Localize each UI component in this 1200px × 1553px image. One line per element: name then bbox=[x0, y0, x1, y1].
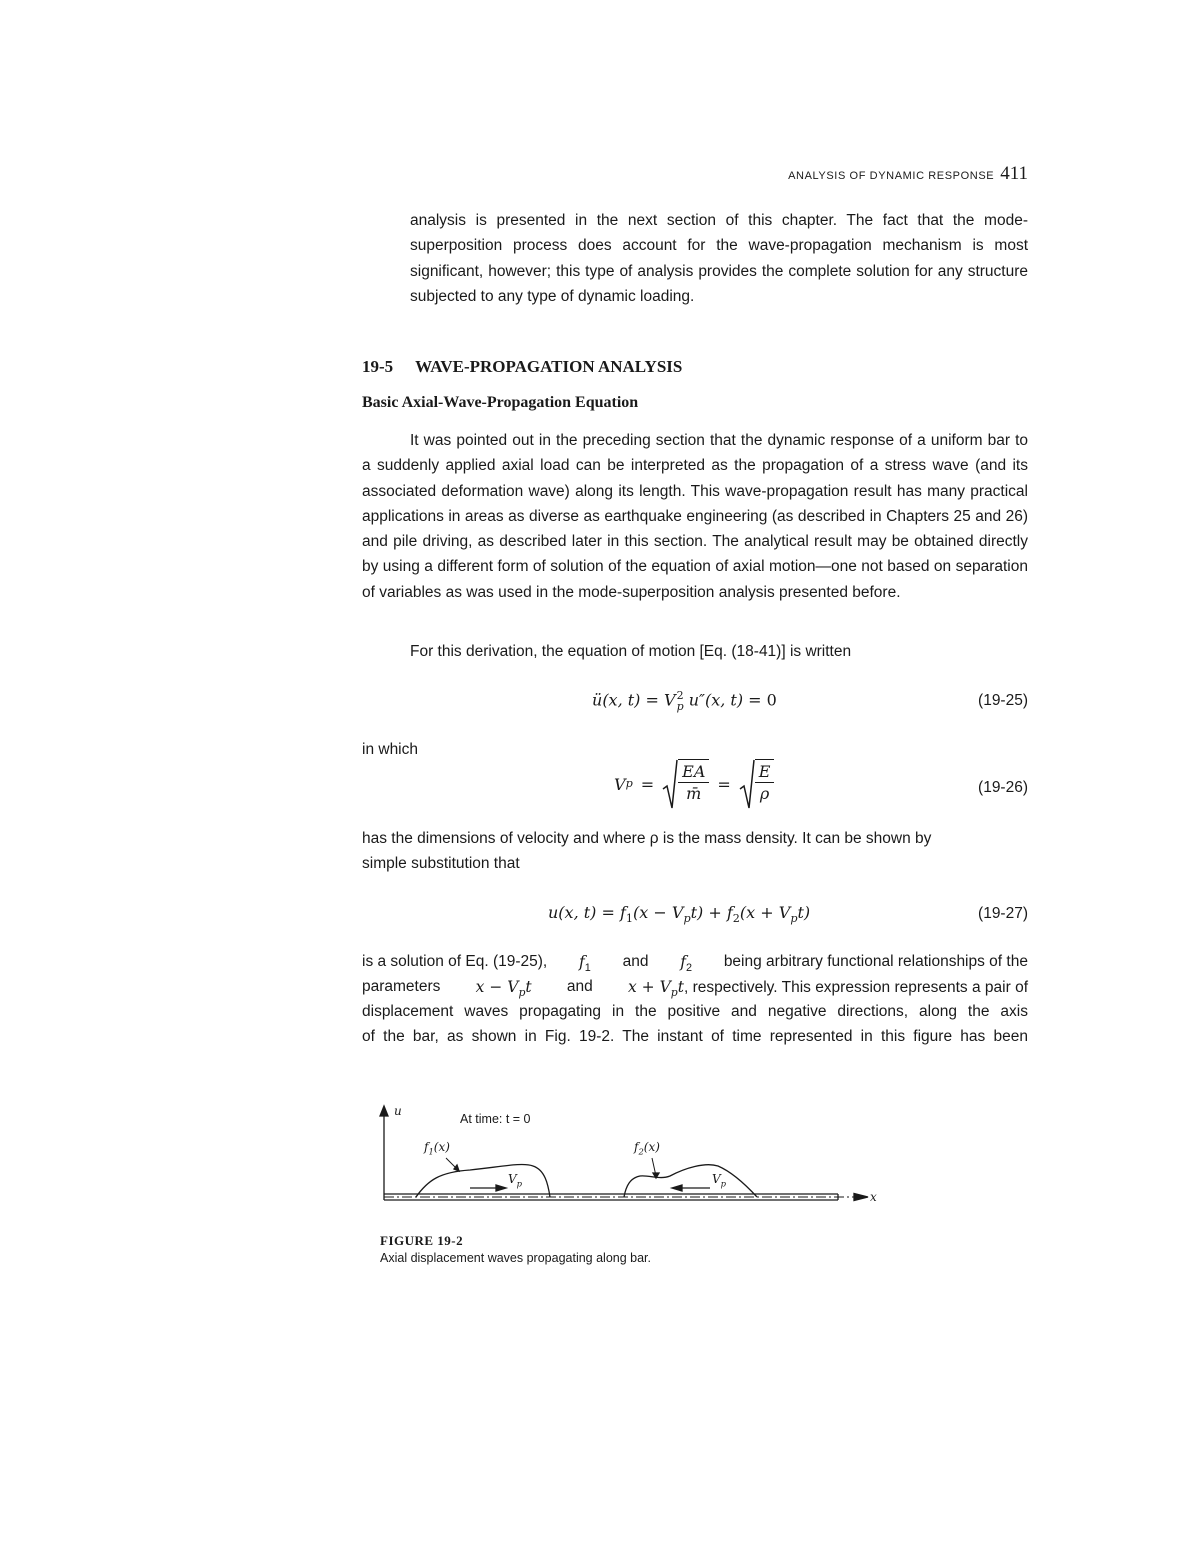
section-title: WAVE-PROPAGATION ANALYSIS bbox=[415, 357, 683, 376]
solution-param-2-sub: p bbox=[670, 986, 678, 1000]
eq25-args-1: (x, t) bbox=[602, 690, 641, 710]
eq26-vp: V bbox=[614, 774, 626, 794]
subsection-heading: Basic Axial-Wave-Propagation Equation bbox=[362, 394, 639, 411]
wave-f1-arg: (x) bbox=[433, 1140, 450, 1154]
wave-f2-arg: (x) bbox=[643, 1140, 660, 1154]
velocity-label-1 bbox=[508, 1172, 523, 1189]
running-header bbox=[700, 163, 1028, 185]
velocity-label-2 bbox=[712, 1172, 727, 1189]
wave-f2-sub: 2 bbox=[638, 1146, 644, 1157]
wave-f2-label bbox=[634, 1140, 660, 1157]
eq25-args-2: (x, t) bbox=[704, 690, 744, 710]
velocity-1-sub: p bbox=[516, 1178, 523, 1189]
equation-number-19-25: (19-25) bbox=[978, 692, 1028, 709]
eq26-numerator-e: E bbox=[755, 762, 775, 783]
eq27-f2-arg: (x + V bbox=[739, 903, 791, 922]
figure-19-2 bbox=[370, 1100, 890, 1210]
eq27-f2: f bbox=[726, 903, 733, 922]
page-number: 411 bbox=[1000, 163, 1028, 184]
section-heading bbox=[362, 357, 682, 377]
wave-f1-sub: 1 bbox=[428, 1146, 434, 1157]
eq26-equals-1: = bbox=[640, 774, 655, 794]
solution-line-1 bbox=[362, 953, 1028, 975]
eq27-f1: f bbox=[620, 903, 626, 922]
eq26-equals-2: = bbox=[717, 774, 731, 794]
eq27-f1-arg-sub: p bbox=[683, 912, 691, 926]
solution-text-2b: , respectively. This expression represents a pair of bbox=[683, 979, 1028, 996]
eq25-vp-sub: p bbox=[676, 700, 684, 713]
u-axis-label: u bbox=[394, 1104, 402, 1118]
solution-text-2a: parameters bbox=[362, 978, 441, 995]
eq27-equals: = bbox=[596, 903, 620, 922]
eq27-lhs: u(x, t) bbox=[548, 903, 597, 922]
eq26-numerator-ea: EA bbox=[678, 762, 709, 783]
figure-caption-text: Axial displacement waves propagating along bar. bbox=[380, 1251, 652, 1265]
eq25-equals-2: = bbox=[743, 690, 767, 710]
wave-f2-curve bbox=[624, 1165, 757, 1197]
running-title: ANALYSIS OF DYNAMIC RESPONSE bbox=[788, 170, 995, 182]
solution-param-2-t: t bbox=[677, 978, 684, 996]
eq27-f1-arg: (x − V bbox=[633, 903, 684, 922]
equation-19-26: V p = $\frac{EA}{m̄}$ = $\frac{E}{\rho}$ bbox=[614, 759, 774, 809]
equation-number-19-27: (19-27) bbox=[978, 905, 1028, 922]
velocity-arrowhead-left bbox=[672, 1185, 682, 1191]
velocity-2-sub: p bbox=[720, 1178, 727, 1189]
eq27-f1-arg-end: t) bbox=[690, 903, 704, 922]
eq27-f2-sub: 2 bbox=[732, 912, 740, 926]
eq27-f2-arg-end: t) bbox=[797, 903, 811, 922]
paragraph-continuation: analysis is presented in the next section of this chapter. The fact that the mode-superposition process does account for the wave-propagation mechanism is most significant, however; this type of analysis provides the complete solution for any structure subjected to any type of dynamic loading. bbox=[410, 212, 1028, 305]
solution-line-4: of the bar, as shown in Fig. 19-2. The instant of time represented in this figure has been bbox=[362, 1028, 1028, 1045]
u-axis-arrowhead bbox=[380, 1106, 388, 1116]
solution-f1-sub: 1 bbox=[584, 962, 591, 975]
time-label: At time: t = 0 bbox=[460, 1112, 531, 1126]
wave-f1-symbol: f bbox=[424, 1140, 429, 1154]
wave-f2-symbol: f bbox=[634, 1140, 639, 1154]
eq26-denominator-m: m̄ bbox=[686, 784, 702, 803]
solution-line-2 bbox=[362, 978, 1028, 1000]
solution-param-1-t: t bbox=[525, 978, 532, 996]
eq25-zero: 0 bbox=[766, 690, 777, 710]
solution-f1: f bbox=[579, 953, 585, 971]
solution-and-1: and bbox=[622, 953, 649, 970]
solution-f2: f bbox=[680, 953, 686, 971]
section-number: 19-5 bbox=[362, 357, 394, 376]
velocity-1-symbol: V bbox=[508, 1172, 517, 1186]
solution-line-3: displacement waves propagating in the positive and negative directions, along the axis bbox=[362, 1003, 1028, 1020]
derivation-line: For this derivation, the equation of motion [Eq. (18-41)] is written bbox=[410, 643, 852, 660]
wave-f1-curve bbox=[416, 1165, 550, 1197]
velocity-2-symbol: V bbox=[712, 1172, 721, 1186]
eq25-vp-sup: 2 bbox=[676, 689, 684, 702]
sqrt-symbol-2 bbox=[739, 759, 775, 809]
sqrt-symbol-1 bbox=[662, 759, 709, 809]
eq27-f1-sub: 1 bbox=[625, 912, 634, 926]
eq25-vp: V bbox=[664, 690, 676, 710]
equation-19-25 bbox=[592, 690, 777, 712]
eq25-equals-1: = bbox=[640, 690, 664, 710]
paragraph-intro: It was pointed out in the preceding section that the dynamic response of a uniform bar to a suddenly applied axial load can be interpreted as the propagation of a stress wave (and its associated deformation wave) along its length. This wave-propagation result has many practical applications in areas as diverse as earthquake engineering (as described in Chapters 25 and 26) and pile driving, as described later in this section. The analytical result may be obtained directly by using a different form of solution of the equation of axial motion—one not based on separation of variables as was used in the mode-superposition analysis presented before. bbox=[362, 432, 1028, 601]
equation-19-27 bbox=[548, 903, 811, 926]
solution-text-1a: is a solution of Eq. (19-25), bbox=[362, 953, 548, 970]
f1-leader-arrowhead bbox=[454, 1165, 459, 1171]
solution-param-1-sub: p bbox=[518, 986, 526, 1000]
solution-and-2: and bbox=[566, 978, 593, 995]
solution-text-1b: being arbitrary functional relationships of the bbox=[723, 953, 1028, 970]
solution-f2-sub: 2 bbox=[686, 962, 693, 975]
eq25-u-ddot: ü bbox=[592, 690, 603, 710]
x-axis-arrowhead bbox=[854, 1194, 868, 1201]
eq25-u-double-prime: u″ bbox=[683, 690, 705, 710]
wave-f1-label bbox=[424, 1140, 450, 1157]
velocity-arrowhead-right bbox=[496, 1185, 506, 1191]
in-which-label: in which bbox=[362, 741, 418, 758]
solution-param-1: x − V bbox=[475, 978, 519, 996]
eq27-f2-arg-sub: p bbox=[790, 912, 798, 926]
eq27-plus: + bbox=[703, 903, 727, 922]
eq26-denominator-rho: ρ bbox=[759, 784, 770, 803]
equation-number-19-26: (19-26) bbox=[978, 779, 1028, 796]
figure-caption-label: FIGURE 19-2 bbox=[380, 1233, 464, 1248]
solution-param-2: x + V bbox=[628, 978, 671, 996]
dimensions-line-1: has the dimensions of velocity and where ρ is the mass density. It can be shown by bbox=[362, 830, 932, 847]
dimensions-line-2: simple substitution that bbox=[362, 855, 520, 872]
x-axis-label: x bbox=[870, 1190, 877, 1204]
